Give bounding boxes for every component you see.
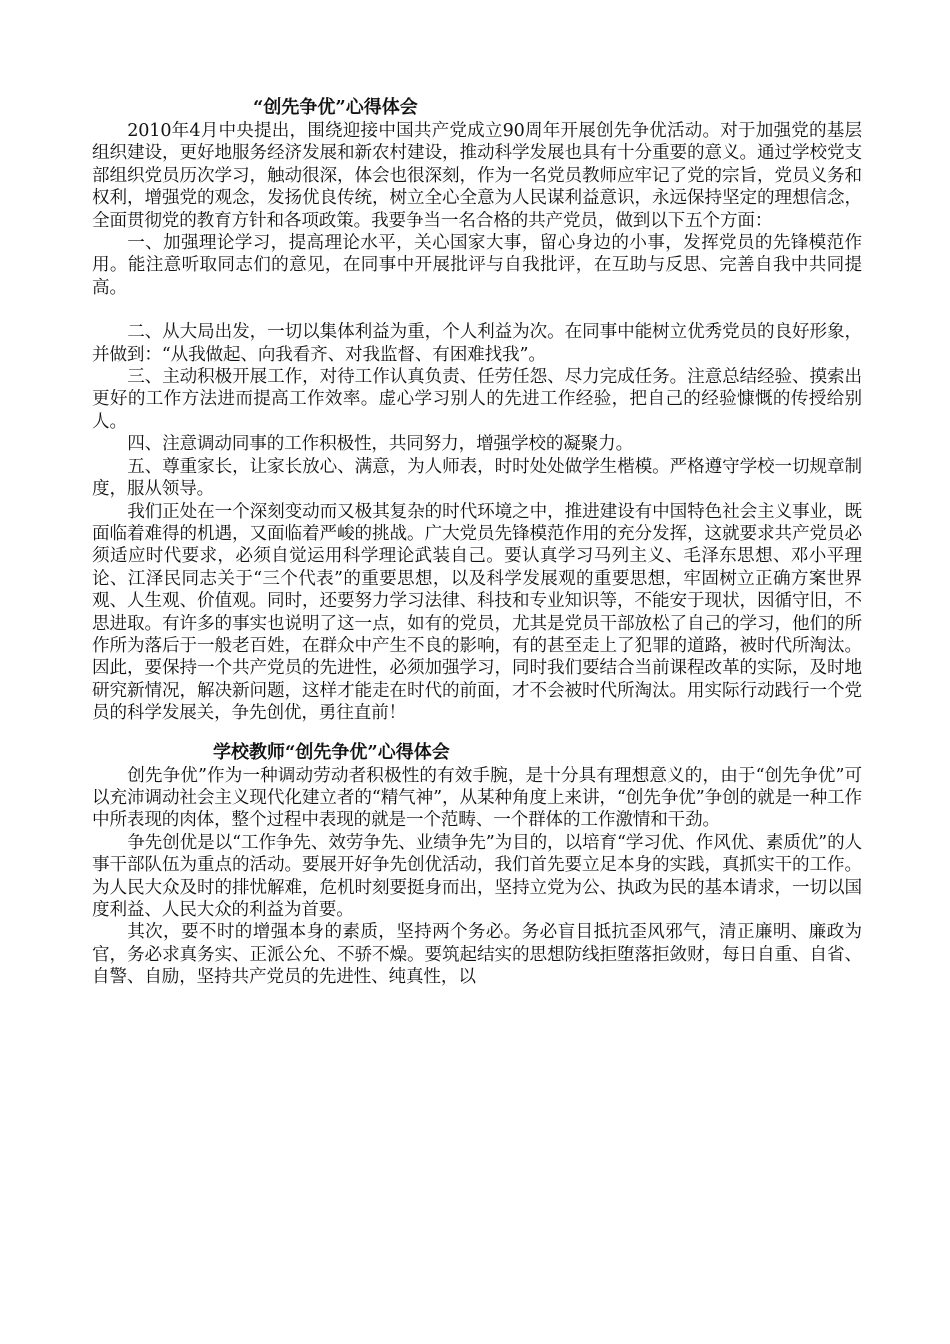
document-page [92, 96, 862, 989]
paragraph-s2-1: 创先争优”作为一种调动劳动者积极性的有效手腕，是十分具有理想意义的，由于“创先争优”可以充沛调动社会主义现代化建立者的“精气神”，从某种角度上来讲，“创先争优”争创的就是一种工作中所表现的肉体，整个过程中表现的就是一个范畴、一个群体的工作激情和干劲。 [92, 765, 862, 831]
section-title-2: 学校教师“创先争优”心得体会 [213, 741, 450, 763]
paragraph-spacer [92, 299, 862, 321]
paragraph-point-1: 一、加强理论学习，提高理论水平，关心国家大事，留心身边的小事，发挥党员的先锋模范作用。能注意听取同志们的意见，在同事中开展批评与自我批评，在互助与反思、完善自我中共同提高。 [92, 233, 862, 298]
paragraph-s2-3: 其次，要不时的增强本身的素质，坚持两个务必。务必盲目抵抗歪风邪气，清正廉明、廉政为官，务必求真务实、正派公允、不骄不燥。要筑起结实的思想防线拒堕落拒敛财，每日自重、自省、自警、自励，坚持共产党员的先进性、纯真性，以 [92, 922, 862, 988]
section-title-1: “创先争优”心得体会 [253, 97, 418, 118]
paragraph-conclusion: 我们正处在一个深刻变动而又极其复杂的时代环境之中，推进建设有中国特色社会主义事业，既面临着难得的机遇，又面临着严峻的挑战。广大党员先锋模范作用的充分发挥，这就要求共产党员必须适应时代要求，必须自觉运用科学理论武装自己。要认真学习马列主义、毛泽东思想、邓小平理论、江泽民同志关于“三个代表”的重要思想，以及科学发展观的重要思想，牢固树立正确方案世界观、人生观、价值观。同时，还要努力学习法律、科技和专业知识等，不能安于现状，因循守旧，不思进取。有许多的事实也说明了这一点，如有的党员，尤其是党员干部放松了自己的学习，他们的所作所为落后于一般老百姓，在群众中产生不良的影响，有的甚至走上了犯罪的道路，被时代所淘汰。因此，要保持一个共产党员的先进性，必须加强学习，同时我们要结合当前课程改革的实际，及时地研究新情况，解决新问题，这样才能走在时代的前面，才不会被时代所淘汰。用实际行动践行一个党员的科学发展关，争先创优，勇往直前！ [92, 501, 862, 724]
paragraph-point-2: 二、从大局出发，一切以集体利益为重，个人利益为次。在同事中能树立优秀党员的良好形象，并做到：“从我做起、向我看齐、对我监督、有困难找我”。 [92, 322, 862, 365]
paragraph-point-4: 四、注意调动同事的工作积极性，共同努力，增强学校的凝聚力。 [127, 434, 634, 455]
paragraph-intro: 2010年4月中央提出，围绕迎接中国共产党成立90周年开展创先争优活动。对于加强党的基层组织建设，更好地服务经济发展和新农村建设，推动科学发展也具有十分重要的意义。通过学校党支部组织党员历次学习，触动很深，体会也很深刻，作为一名党员教师应牢记了党的宗旨，党员义务和权利，增强党的观念，发扬优良传统，树立全心全意为人民谋利益意识，永远保持坚定的理想信念，全面贯彻党的教育方针和各项政策。我要争当一名合格的共产党员，做到以下五个方面： [92, 121, 862, 231]
paragraph-point-3: 三、主动积极开展工作，对待工作认真负责、任劳任怨、尽力完成任务。注意总结经验、摸索出更好的工作方法进而提高工作效率。虚心学习别人的先进工作经验，把自己的经验慷慨的传授给别人。 [92, 367, 862, 432]
paragraph-s2-2: 争先创优是以“工作争先、效劳争先、业绩争先”为目的，以培育“学习优、作风优、素质优”的人事干部队伍为重点的活动。要展开好争先创优活动，我们首先要立足本身的实践，真抓实干的工作。为人民大众及时的排忧解难，危机时刻要挺身而出，坚持立党为公、执政为民的基本请求，一切以国度利益、人民大众的利益为首要。 [92, 832, 862, 920]
paragraph-point-5: 五、尊重家长，让家长放心、满意，为人师表，时时处处做学生楷模。严格遵守学校一切规章制度，服从领导。 [92, 456, 862, 500]
